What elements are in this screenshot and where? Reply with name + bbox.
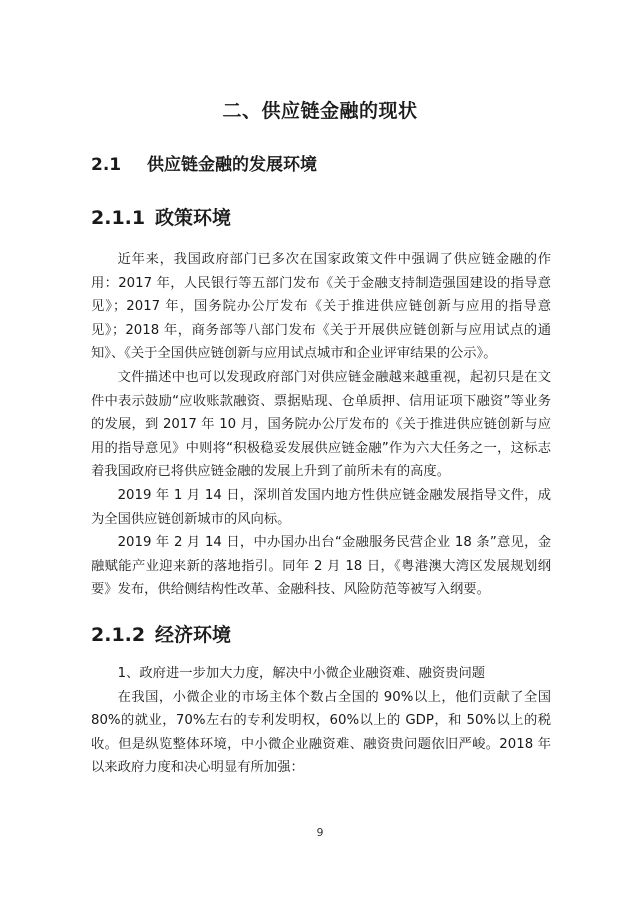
paragraph: 在我国，小微企业的市场主体个数占全国的 90%以上，他们贡献了全国 80%的就业，70%左右的专利发明权，60%以上的 GDP，和 50%以上的税收。但是纵览整体环境，中小微企业融资难、融资贵问题依旧严峻。2018 年以来政府力度和决心明显有所加强： bbox=[91, 689, 551, 776]
chapter-title: 二、供应链金融的现状 bbox=[222, 100, 418, 122]
subsection-title: 政策环境 bbox=[155, 207, 232, 229]
subsection-heading-economy bbox=[91, 620, 231, 647]
economy-body bbox=[91, 662, 551, 780]
section-number: 2.1 bbox=[91, 155, 122, 175]
subsection-title: 经济环境 bbox=[155, 624, 232, 646]
subsection-heading-policy bbox=[91, 203, 231, 230]
subsection-number: 2.1.1 bbox=[91, 207, 146, 229]
paragraph: 2019 年 1 月 14 日，深圳首发国内地方性供应链金融发展指导文件，成为全国供应链创新城市的风向标。 bbox=[91, 487, 551, 527]
section-title: 供应链金融的发展环境 bbox=[147, 155, 317, 175]
subsection-number: 2.1.2 bbox=[91, 624, 146, 646]
paragraph: 近年来，我国政府部门已多次在国家政策文件中强调了供应链金融的作用：2017 年，人民银行等五部门发布《关于金融支持制造强国建设的指导意见》；2017 年，国务院办公厅发布《关于推进供应链创新与应用的指导意见》；2018 年，商务部等八部门发布《关于开展供应链创新与应用试点的通知》、《关于全国供应链创新与应用试点城市和企业评审结果的公示》。 bbox=[91, 252, 551, 362]
policy-body bbox=[91, 248, 551, 602]
paragraph: 文件描述中也可以发现政府部门对供应链金融越来越重视，起初只是在文件中表示鼓励“应收账款融资、票据贴现、仓单质押、信用证项下融资”等业务的发展，到 2017 年 10 月，国务院办公厅发布的《关于推进供应链创新与应用的指导意见》中则将“积极稳妥发展供应链金融”作为六大任务之一，这标志着我国政府已将供应链金融的发展上升到了前所未有的高度。 bbox=[91, 369, 551, 480]
paragraph: 2019 年 2 月 14 日，中办国办出台“金融服务民营企业 18 条”意见，金融赋能产业迎来新的落地指引。同年 2 月 18 日，《粤港澳大湾区发展规划纲要》发布，供给侧结构性改革、金融科技、风险防范等被写入纲要。 bbox=[91, 535, 551, 598]
list-item: 1、政府进一步加大力度，解决中小微企业融资难、融资贵问题 bbox=[117, 666, 486, 681]
page-number: 9 bbox=[316, 826, 324, 839]
section-heading bbox=[91, 150, 317, 175]
